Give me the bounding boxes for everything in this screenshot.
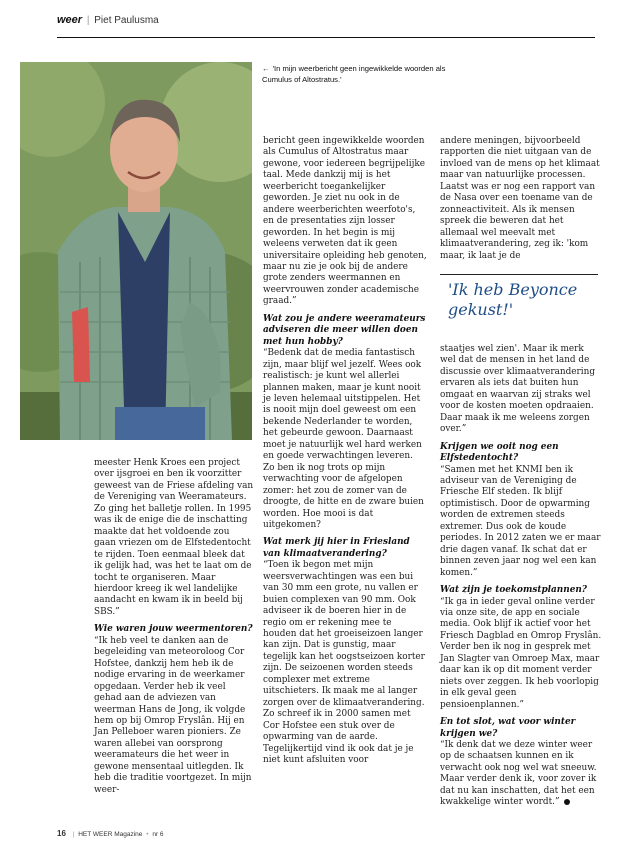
answer-paragraph: “Ik heb veel te danken aan de begeleiding van meteoroloog Cor Hofstee, dankzij hem heb ik de nodige ervaring in de weerkamer opgedaan. Verder heb ik veel gehad aan de adviezen van weerman Hans de Jong, ik volgde hem op bij Omrop Fryslân. Hij en Jan Pelleboer waren pioniers. Ze waren allebei van oorsprong weeramateurs die het weer in gewone mensentaal uitlegden. Ik heb die traditie voortgezet. In mijn weer- [94,635,252,795]
column-right-bottom [440,344,602,809]
page-header [57,14,595,32]
portrait-photo [20,62,252,440]
answer-paragraph: “Toen ik begon met mijn weersverwachtingen was een bui van 30 mm een grote, nu vallen er buien complexen van 90 mm. Ook adviseer ik de boeren hier in de regio om er rekening mee te houden dat het groeiseizoen langer kan zijn. Dat is gunstig, maar tegelijk kan het oogstseizoen korter zijn. De seizoenen worden steeds complexer met extreme uitschieters. Ik maak me al langer zorgen over de klimaatverandering. Zo schreef ik in 2000 samen met Cor Hofstee een stuk over de opwarming van de aarde. Tegelijkertijd vind ik ook dat je je niet kunt afsluiten voor [263,560,425,766]
question-heading: Wie waren jouw weermentoren? [94,624,253,635]
caption-arrow-icon: ← [262,64,270,73]
paragraph: meester Henk Kroes een project over ijsgroei en ben ik voorzitter geweest van de Friese afdeling van de Vereniging van Weeramateurs. Zo ging het balletje rollen. In 1995 was ik de enige die de inschatting maakte dat het voldoende zou gaan vriezen om de Elfstedentocht te rijden. Toen eenmaal bleek dat ik gelijk had, was het te laat om de tocht te organiseren. Maar hierdoor kreeg ik wel landelijke aandacht en kwam ik in beeld bij SBS.” [94,458,254,617]
question-heading: Krijgen we ooit nog een Elfstedentocht? [440,441,559,464]
pull-quote-text: 'Ik heb Beyonce gekust!' [448,280,578,319]
photo-caption [262,64,452,85]
portrait-illustration [20,62,252,440]
magazine-name: HET WEER Magazine [78,831,143,838]
column-left [94,458,254,796]
header-rule [57,37,595,38]
paragraph: andere meningen, bijvoorbeeld rapporten die niet uitgaan van de invloed van de mens op het klimaat maar van natuurlijke processen. Laatst was er nog een rapport van de Nasa over een toename van de zonneactiviteit. Als ik mensen spreek die beweren dat het allemaal wel meevalt met klimaatverandering, zeg ik: 'kom maar, ik laat je de [440,136,600,261]
end-mark-icon [564,799,570,805]
answer-paragraph: “Bedenk dat de media fantastisch zijn, maar blijf wel jezelf. Wees ook realistisch: je kunt wel allerlei plannen maken, maar je kunt nooit je leven helemaal uitstippelen. Het is nooit mijn doel geweest om een bekende Nederlander te worden, het gebeurde gewoon. Daarnaast moet je natuurlijk wel hard werken en goede verwachtingen leveren. Zo ben ik nog trots op mijn verwachting voor de afgelopen zomer: het zou de zomer van de droogte, de hitte en de zware buien worden. Hoe mooi is dat uitgekomen? [263,348,424,530]
magazine-brand: weer [57,14,83,26]
pull-quote [440,280,618,320]
question-heading: Wat merk jij hier in Friesland van klimaatverandering? [263,537,410,559]
paragraph: staatjes wel zien'. Maar ik merk wel dat de mensen in het land de discussie over klimaatverandering ervaren als iets dat buiten hun omgaat en waarvan zij straks wel voor de kosten moeten opdraaien. Daar maak ik me weleens zorgen over.” [440,344,596,435]
paragraph: bericht geen ingewikkelde woorden als Cumulus of Altostratus maar gewone, voor iedereen begrijpelijke taal. Mede dankzij mij is het weerbericht toegankelijker geworden. Je ziet nu ook in de andere weerberichten weerfoto's, en de presentaties zijn losser geworden. In het begin is mij weleens verweten dat ik geen universitaire opleiding heb genoten, maar nu zie je ook bij de andere grote zenders weermannen en weervrouwen zonder academische graad.” [263,136,427,307]
question-heading: Wat zijn je toekomstplannen? [440,585,587,596]
answer-paragraph: “Samen met het KNMI ben ik adviseur van de Vereniging de Friesche Elf steden. Ik blijf optimistisch. Door de opwarming worden de extremen steeds extremer. Dus ook de koude periodes. In 2012 zaten we er maar drie dagen vanaf. Ik schat dat er binnen zeven jaar nog wel een kan komen.” [440,464,601,578]
column-right-top [440,136,602,262]
question-heading: Wat zou je andere weeramateurs adviseren die meer willen doen met hun hobby? [263,313,426,347]
answer-paragraph [440,740,602,809]
issue-number: nr 6 [152,831,164,838]
caption-text: 'In mijn weerbericht geen ingewikkelde woorden als Cumulus of Altostratus.' [262,64,446,84]
page-number: 16 [57,829,66,838]
column-middle [263,136,427,766]
question-heading: En tot slot, wat voor winter krijgen we? [440,717,576,739]
header-separator: | [86,15,90,26]
article-author: Piet Paulusma [94,15,159,26]
final-answer-text: “Ik denk dat we deze winter weer op de schaatsen kunnen en ik verwacht ook nog wel wat sneeuw. Maar verder denk ik, voor zover ik dat nu kan inschatten, dat het een kwakkelige winter wordt.” [440,739,597,808]
footer-separator: | [72,831,75,838]
footer-separator: • [146,831,149,838]
page-footer [57,829,164,838]
pullquote-rule [440,274,598,275]
answer-paragraph: “Ik ga in ieder geval online verder via onze site, de app en sociale media. Ook blijf ik actief voor het Friesch Dagblad en Omrop Fryslân. Verder ben ik nog in gesprek met Jan Slagter van Omroep Max, maar daar kan ik op dit moment verder niets over zeggen. Ik heb voorlopig in elk geval geen pensioenplannen.” [440,596,602,710]
